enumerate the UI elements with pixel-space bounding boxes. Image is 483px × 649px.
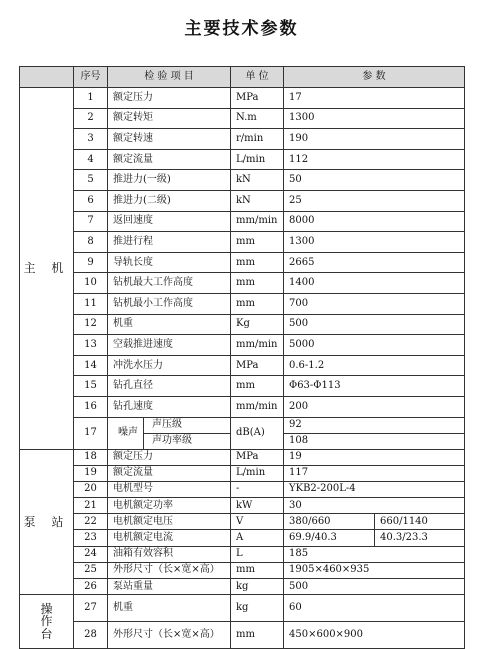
- row-item: 电机型号: [108, 481, 231, 497]
- noise-sub2: 声功率级: [152, 435, 192, 446]
- row-number: 8: [74, 232, 108, 253]
- row-value: 1300: [284, 232, 465, 253]
- table-row: [20, 211, 465, 232]
- table-row: [20, 546, 465, 562]
- row-number: 28: [74, 622, 108, 649]
- table-row: [20, 170, 465, 191]
- row-number: 5: [74, 170, 108, 191]
- row-unit: A: [231, 530, 284, 546]
- row-item: 推进行程: [108, 232, 231, 253]
- row-value: 30: [284, 498, 465, 514]
- row-value: 112: [284, 149, 465, 170]
- row-number: 15: [74, 376, 108, 397]
- row-number: 24: [74, 546, 108, 562]
- table-row: [20, 595, 465, 622]
- row-item: 空载推进速度: [108, 335, 231, 356]
- table-row: [20, 335, 465, 356]
- row-value: 450×600×900: [284, 622, 465, 649]
- row-number: 27: [74, 595, 108, 622]
- row-item: 钻机最小工作高度: [108, 293, 231, 314]
- group-label-main: 主 机: [20, 88, 74, 450]
- header-item: 检 验 项 目: [108, 67, 231, 88]
- row-number: 10: [74, 273, 108, 294]
- row-value: 17: [284, 88, 465, 109]
- row-unit: mm: [231, 622, 284, 649]
- row-number: 23: [74, 530, 108, 546]
- row-unit: kN: [231, 170, 284, 191]
- row-item: 额定转速: [108, 129, 231, 150]
- row-value: 2665: [284, 252, 465, 273]
- page-title: 主要技术参数: [184, 19, 299, 39]
- row-number: 4: [74, 149, 108, 170]
- group-label-op: 操 作 台: [20, 595, 74, 649]
- row-number: 17: [74, 417, 108, 449]
- row-item: 推进力(一级): [108, 170, 231, 191]
- table-row: [20, 252, 465, 273]
- table-row: [20, 190, 465, 211]
- row-value: 108: [284, 433, 465, 449]
- row-number: 21: [74, 498, 108, 514]
- row-value-2: 40.3/23.3: [375, 530, 465, 546]
- row-item: 额定流量: [108, 465, 231, 481]
- row-unit: V: [231, 514, 284, 530]
- row-unit: r/min: [231, 129, 284, 150]
- row-unit: mm: [231, 232, 284, 253]
- table-row: [20, 562, 465, 578]
- row-number: 1: [74, 88, 108, 109]
- row-item: 电机额定电流: [108, 530, 231, 546]
- header-no: 序号: [74, 67, 108, 88]
- row-value: 25: [284, 190, 465, 211]
- row-number: 22: [74, 514, 108, 530]
- table-row: [20, 108, 465, 129]
- table-row: [20, 465, 465, 481]
- group-label-pump: 泵 站: [20, 449, 74, 595]
- row-item: 推进力(二级): [108, 190, 231, 211]
- table-row: [20, 314, 465, 335]
- row-value: 1400: [284, 273, 465, 294]
- row-number: 13: [74, 335, 108, 356]
- noise-item-cell: [108, 417, 231, 449]
- table-row: [20, 293, 465, 314]
- table-row: [20, 232, 465, 253]
- row-unit: MPa: [231, 88, 284, 109]
- row-item: 额定转矩: [108, 108, 231, 129]
- row-number: 25: [74, 562, 108, 578]
- row-value: 185: [284, 546, 465, 562]
- row-number: 19: [74, 465, 108, 481]
- spec-table: [19, 66, 465, 649]
- row-unit: Kg: [231, 314, 284, 335]
- row-value: 700: [284, 293, 465, 314]
- row-number: 9: [74, 252, 108, 273]
- row-unit: mm/min: [231, 396, 284, 417]
- row-value: 380/660: [284, 514, 375, 530]
- table-row: [20, 273, 465, 294]
- row-item: 油箱有效容积: [108, 546, 231, 562]
- row-unit: L/min: [231, 465, 284, 481]
- table-row: [20, 514, 465, 530]
- row-value: 500: [284, 579, 465, 595]
- row-item: 额定压力: [108, 449, 231, 465]
- table-row: [20, 149, 465, 170]
- row-item: 机重: [108, 595, 231, 622]
- row-value: YKB2-200L-4: [284, 481, 465, 497]
- row-unit: -: [231, 481, 284, 497]
- row-number: 3: [74, 129, 108, 150]
- row-item: 钻孔速度: [108, 396, 231, 417]
- row-number: 18: [74, 449, 108, 465]
- row-item: 返回速度: [108, 211, 231, 232]
- row-unit: mm: [231, 376, 284, 397]
- row-value-2: 660/1140: [375, 514, 465, 530]
- row-value: 190: [284, 129, 465, 150]
- row-value: 117: [284, 465, 465, 481]
- table-row: [20, 498, 465, 514]
- row-item: 外形尺寸（长×宽×高）: [108, 562, 231, 578]
- row-number: 12: [74, 314, 108, 335]
- row-item: 额定流量: [108, 149, 231, 170]
- row-unit: L/min: [231, 149, 284, 170]
- row-value: 1300: [284, 108, 465, 129]
- header-unit: 单 位: [231, 67, 284, 88]
- row-item: 电机额定功率: [108, 498, 231, 514]
- row-value: 5000: [284, 335, 465, 356]
- table-row: [20, 129, 465, 150]
- row-unit: mm: [231, 273, 284, 294]
- row-item: 外形尺寸（长×宽×高）: [108, 622, 231, 649]
- row-number: 26: [74, 579, 108, 595]
- row-unit: mm/min: [231, 335, 284, 356]
- table-row: [20, 530, 465, 546]
- row-unit: mm: [231, 252, 284, 273]
- table-header-row: [20, 67, 465, 88]
- table-row-noise: [20, 417, 465, 433]
- row-item: 额定压力: [108, 88, 231, 109]
- row-unit: L: [231, 546, 284, 562]
- table-row: [20, 355, 465, 376]
- row-unit: dB(A): [231, 417, 284, 449]
- row-number: 14: [74, 355, 108, 376]
- row-item: 导轨长度: [108, 252, 231, 273]
- row-value: 200: [284, 396, 465, 417]
- row-unit: mm: [231, 562, 284, 578]
- row-number: 16: [74, 396, 108, 417]
- table-row: [20, 579, 465, 595]
- table-row: [20, 396, 465, 417]
- header-group: [20, 67, 74, 88]
- row-value: 500: [284, 314, 465, 335]
- row-item: 机重: [108, 314, 231, 335]
- table-row: [20, 481, 465, 497]
- row-value: 8000: [284, 211, 465, 232]
- row-number: 6: [74, 190, 108, 211]
- row-unit: mm: [231, 293, 284, 314]
- row-item: 钻机最大工作高度: [108, 273, 231, 294]
- row-item: 冲洗水压力: [108, 355, 231, 376]
- row-value: 1905×460×935: [284, 562, 465, 578]
- spec-table-body: [20, 67, 465, 649]
- row-number: 2: [74, 108, 108, 129]
- row-item: 电机额定电压: [108, 514, 231, 530]
- header-param: 参 数: [284, 67, 465, 88]
- row-value: 19: [284, 449, 465, 465]
- row-unit: MPa: [231, 449, 284, 465]
- table-row: [20, 449, 465, 465]
- noise-sub1: 声压级: [144, 418, 230, 434]
- row-unit: kg: [231, 595, 284, 622]
- row-value: 60: [284, 595, 465, 622]
- row-number: 11: [74, 293, 108, 314]
- table-row: [20, 622, 465, 649]
- row-unit: kN: [231, 190, 284, 211]
- table-row: [20, 88, 465, 109]
- row-item: 泵站重量: [108, 579, 231, 595]
- row-value: 69.9/40.3: [284, 530, 375, 546]
- row-value: 92: [284, 417, 465, 433]
- noise-label: 噪声: [108, 418, 144, 449]
- row-unit: mm/min: [231, 211, 284, 232]
- table-row: [20, 376, 465, 397]
- row-unit: N.m: [231, 108, 284, 129]
- row-unit: MPa: [231, 355, 284, 376]
- row-number: 20: [74, 481, 108, 497]
- row-value: Φ63-Φ113: [284, 376, 465, 397]
- row-value: 0.6-1.2: [284, 355, 465, 376]
- row-unit: kg: [231, 579, 284, 595]
- row-value: 50: [284, 170, 465, 191]
- row-item: 钻孔直径: [108, 376, 231, 397]
- row-unit: kW: [231, 498, 284, 514]
- row-number: 7: [74, 211, 108, 232]
